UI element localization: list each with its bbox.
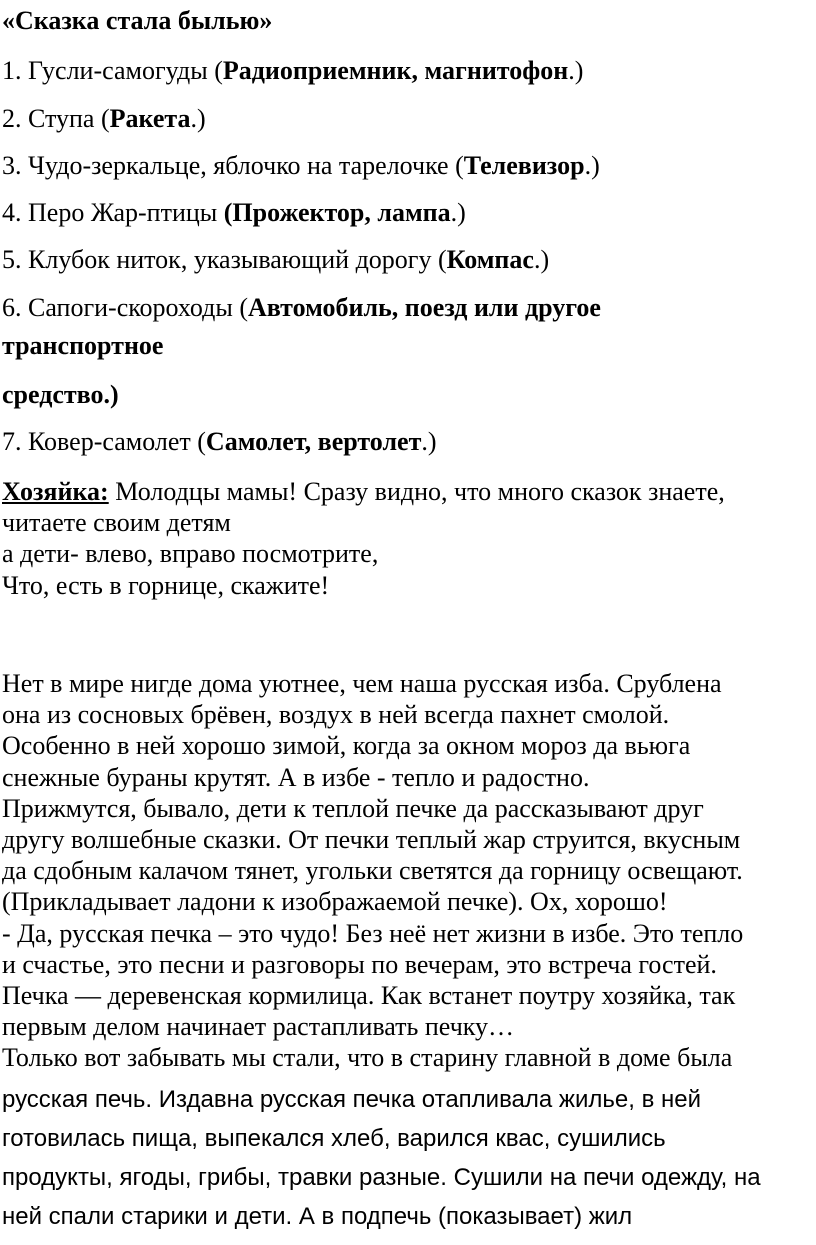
story-line: Прижмутся, бывало, дети к теплой печке да рассказывают друг	[2, 793, 704, 823]
dialogue-line: а дети- влево, вправо посмотрите,	[2, 539, 379, 569]
story-line: - Да, русская печка – это чудо! Без неё нет жизни в избе. Это тепло	[2, 918, 744, 948]
list-item: 5. Клубок ниток, указывающий дорогу (Компас.)	[2, 245, 550, 274]
list-item-continuation: средство.)	[2, 380, 119, 409]
list-item: 6. Сапоги-скороходы (Автомобиль, поезд или другое	[2, 293, 601, 322]
story-line: Особенно в ней хорошо зимой, когда за окном мороз да вьюга	[2, 731, 691, 761]
list-item: 2. Ступа (Ракета.)	[2, 104, 206, 133]
story-line: русская печь. Издавна русская печка отапливала жилье, в ней	[2, 1086, 701, 1113]
story-line: да сдобным калачом тянет, угольки светятся да горницу освещают.	[2, 856, 743, 886]
story-line: первым делом начинает растапливать печку…	[2, 1012, 515, 1042]
dialogue-line: Что, есть в горнице, скажите!	[2, 570, 330, 600]
story-line: снежные бураны крутят. А в избе - тепло и радостно.	[2, 762, 590, 792]
story-line: Печка — деревенская кормилица. Как встанет поутру хозяйка, так	[2, 981, 736, 1011]
dialogue-line: Хозяйка: Молодцы мамы! Сразу видно, что много сказок знаете,	[2, 477, 725, 506]
list-item: 4. Перо Жар-птицы (Прожектор, лампа.)	[2, 198, 466, 227]
list-item: 7. Ковер-самолет (Самолет, вертолет.)	[2, 427, 437, 456]
story-paragraph-continued	[2, 1080, 761, 1236]
story-line: (Прикладывает ладони к изображаемой печке). Ох, хорошо!	[2, 887, 668, 917]
story-line: Нет в мире нигде дома уютнее, чем наша русская изба. Срублена	[2, 669, 722, 698]
dialogue-line: читаете своим детям	[2, 508, 231, 538]
document-title: «Сказка стала былью»	[2, 6, 273, 35]
story-paragraph	[2, 668, 743, 1074]
story-line: ней спали старики и дети. А в подпечь (показывает) жил	[2, 1203, 633, 1230]
story-line: готовилась пища, выпекался хлеб, варился квас, сушились	[2, 1125, 666, 1152]
story-line: другу волшебные сказки. От печки теплый жар струится, вкусным	[2, 825, 741, 855]
dialogue	[2, 476, 725, 601]
story-line: она из сосновых брёвен, воздух в ней всегда пахнет смолой.	[2, 700, 670, 730]
list-item-continuation: транспортное	[2, 331, 164, 360]
list-item: 1. Гусли-самогуды (Радиоприемник, магнитофон.)	[2, 56, 584, 85]
story-line: Только вот забывать мы стали, что в старину главной в доме была	[2, 1043, 733, 1073]
story-line: и счастье, это песни и разговоры по вечерам, это встреча гостей.	[2, 949, 717, 979]
list-item: 3. Чудо-зеркальце, яблочко на тарелочке (Телевизор.)	[2, 151, 600, 180]
speaker-label: Хозяйка:	[2, 477, 109, 506]
story-line: продукты, ягоды, грибы, травки разные. Сушили на печи одежду, на	[2, 1164, 761, 1191]
